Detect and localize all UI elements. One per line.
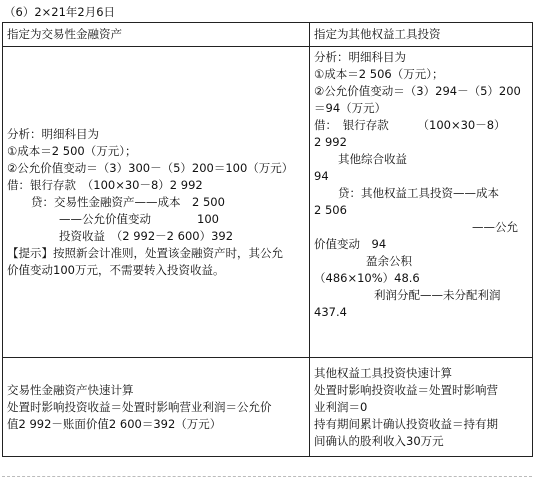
- left-line: 借：银行存款 （100×30－8）2 992: [7, 177, 203, 192]
- left-line: 贷：交易性金融资产——成本 2 500: [31, 194, 225, 209]
- right-quick-line: 处置时影响投资收益＝处置时影响营: [314, 382, 498, 397]
- header-right: 指定为其他权益工具投资: [310, 23, 533, 47]
- right-line: ①成本＝2 506（万元）；: [314, 67, 444, 81]
- left-analysis-cell: [3, 47, 310, 358]
- right-line: 94: [314, 169, 329, 183]
- left-line: 投资收益 （2 992－2 600）392: [59, 228, 234, 243]
- left-line: 【提示】按照新会计准则，处置该金融资产时，其公允: [7, 245, 283, 260]
- right-line: 利润分配——未分配利润: [374, 288, 501, 302]
- right-line: 盈余公积: [366, 254, 412, 268]
- left-quick-line: 交易性金融资产快速计算: [7, 382, 134, 397]
- right-line: 2 992: [314, 135, 347, 149]
- left-line: ①成本＝2 500（万元）；: [7, 143, 137, 158]
- analysis-row: [3, 47, 533, 358]
- right-analysis-cell: [310, 47, 533, 358]
- comparison-table: [2, 22, 533, 457]
- left-line: 分析：明细科目为: [7, 126, 99, 141]
- left-quick-cell: [3, 358, 310, 457]
- left-line: ——公允价值变动 100: [59, 211, 219, 226]
- right-line: 贷：其他权益工具投资——成本: [338, 186, 499, 200]
- section-heading: （6）2×21年2月6日: [4, 5, 116, 19]
- right-line: 价值变动 94: [314, 237, 387, 251]
- left-line: 价值变动100万元，不需要转入投资收益。: [7, 262, 225, 277]
- right-quick-cell: [310, 358, 533, 457]
- quick-calc-row: [3, 358, 533, 457]
- right-line: 2 506: [314, 203, 347, 217]
- right-line: 其他综合收益: [338, 152, 407, 166]
- header-left: 指定为交易性金融资产: [3, 23, 310, 47]
- right-line: ②公允价值变动＝（3）294－（5）200: [314, 84, 521, 98]
- header-row: [3, 23, 533, 47]
- page-bottom-divider: [2, 476, 532, 477]
- right-quick-line: 持有期间累计确认投资收益＝持有期: [314, 416, 498, 431]
- left-quick-line: 处置时影响投资收益＝处置时影响营业利润＝公允价: [7, 399, 272, 414]
- right-quick-line: 业利润＝0: [314, 399, 368, 414]
- right-line: 437.4: [314, 305, 347, 319]
- right-quick-line: 其他权益工具投资快速计算: [314, 365, 452, 380]
- right-quick-line: 间确认的股利收入30万元: [314, 433, 444, 448]
- right-line: （486×10%）48.6: [314, 271, 420, 285]
- left-quick-line: 值2 992－账面价值2 600＝392（万元）: [7, 416, 222, 431]
- right-line: 借： 银行存款 （100×30－8）: [314, 118, 506, 132]
- left-line: ②公允价值变动＝（3）300－（5）200＝100（万元）: [7, 160, 294, 175]
- right-line: 分析：明细科目为: [314, 50, 406, 64]
- right-line: ＝94（万元）: [314, 101, 387, 115]
- right-line: ——公允: [472, 220, 518, 234]
